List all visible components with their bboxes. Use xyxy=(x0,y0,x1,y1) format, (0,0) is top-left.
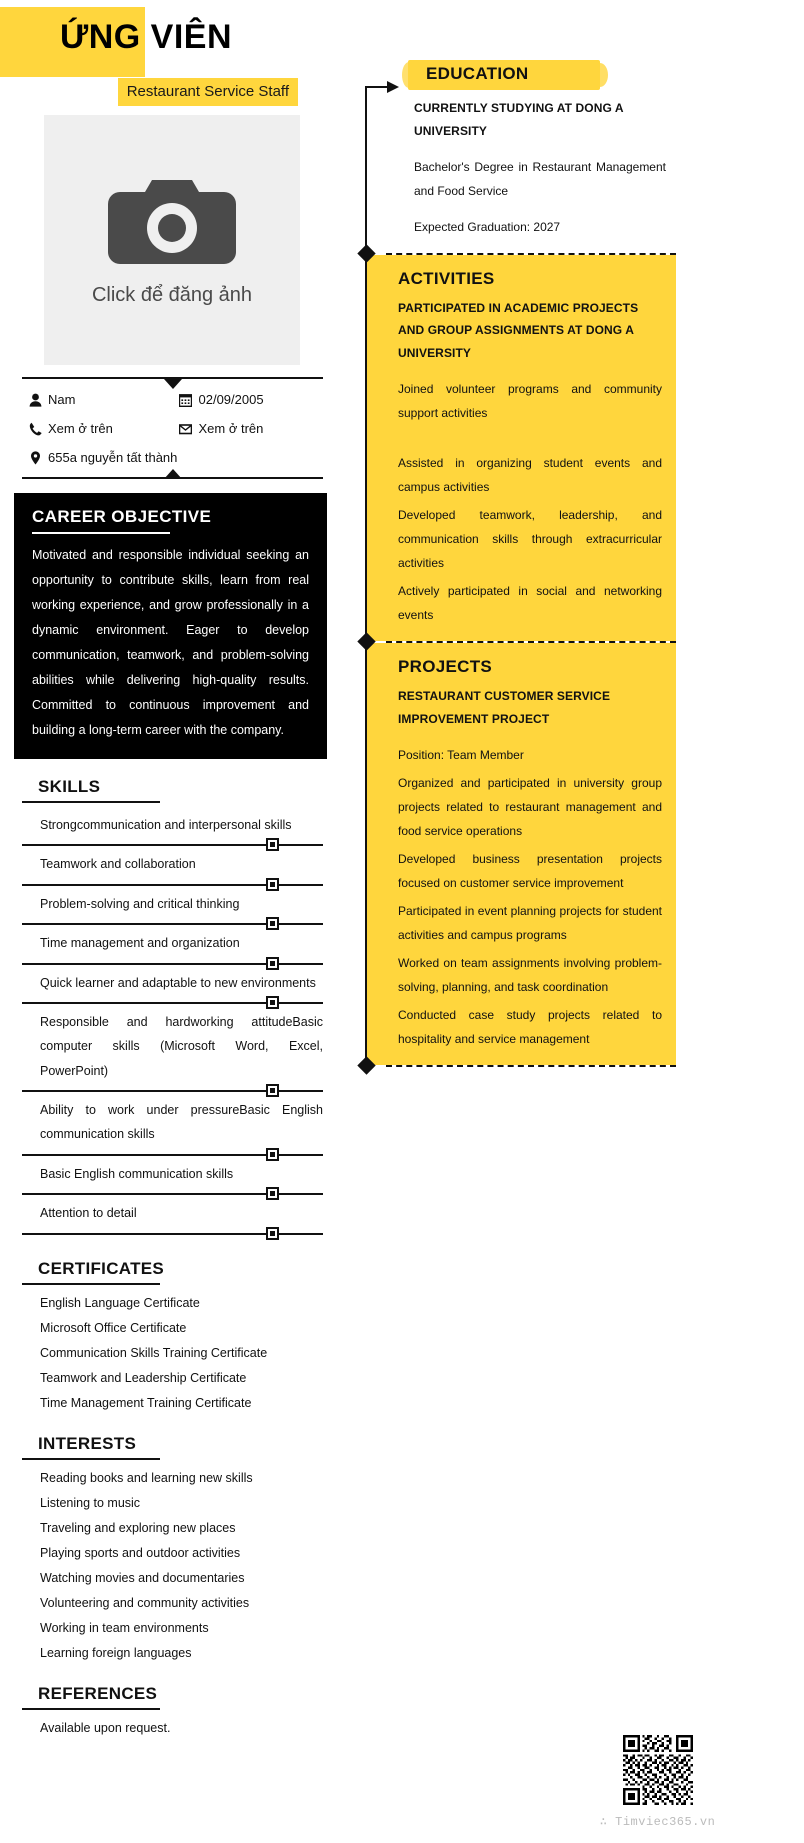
photo-upload-label: Click để đăng ảnh xyxy=(91,283,253,306)
right-column xyxy=(358,60,676,1067)
projects-section xyxy=(366,643,676,1065)
certificates-heading: CERTIFICATES xyxy=(38,1258,165,1278)
contact-email-value: Xem ở trên xyxy=(198,421,264,436)
skill-level-slider[interactable] xyxy=(22,1187,323,1201)
skill-name[interactable]: Attention to detail xyxy=(40,1206,137,1221)
skills-heading: SKILLS xyxy=(38,777,101,796)
skill-item xyxy=(22,1201,323,1240)
interests-heading: INTERESTS xyxy=(38,1433,137,1453)
interests-list xyxy=(22,1466,323,1666)
list-item[interactable]: Time Management Training Certificate xyxy=(40,1395,252,1410)
contact-info xyxy=(22,392,323,465)
contact-email[interactable] xyxy=(173,421,324,436)
brand-label: ∴ Timviec365.vn xyxy=(599,1815,716,1829)
list-item[interactable]: Learning foreign languages xyxy=(40,1645,192,1660)
page-title: ỨNG VIÊN xyxy=(60,18,233,56)
skill-item xyxy=(22,813,323,852)
qr-code-icon xyxy=(623,1735,693,1805)
slider-handle[interactable] xyxy=(266,1187,279,1200)
activities-subtitle[interactable]: PARTICIPATED IN ACADEMIC PROJECTS AND GROUP ASSIGNMENTS AT DONG A UNIVERSITY xyxy=(398,300,639,361)
contact-birthdate-value: 02/09/2005 xyxy=(198,392,264,407)
timeline-separator-1 xyxy=(358,253,676,255)
activities-heading: ACTIVITIES xyxy=(398,268,495,288)
education-heading: EDUCATION xyxy=(426,64,529,83)
education-section xyxy=(358,60,676,239)
activities-line[interactable]: Assisted in organizing student events and campus activities xyxy=(398,455,662,494)
contact-gender[interactable] xyxy=(22,392,173,407)
list-item[interactable]: English Language Certificate xyxy=(40,1295,200,1310)
skill-level-slider[interactable] xyxy=(22,957,323,971)
activities-line[interactable]: Joined volunteer programs and community support activities xyxy=(398,381,662,420)
references-heading: REFERENCES xyxy=(38,1683,158,1703)
skill-name[interactable]: Responsible and hardworking attitudeBasic computer skills (Microsoft Word, Excel, PowerPoint) xyxy=(40,1014,323,1078)
list-item[interactable]: Listening to music xyxy=(40,1495,141,1510)
slider-handle[interactable] xyxy=(266,996,279,1009)
skill-name[interactable]: Problem-solving and critical thinking xyxy=(40,896,240,911)
slider-handle[interactable] xyxy=(266,917,279,930)
projects-subtitle[interactable]: RESTAURANT CUSTOMER SERVICE IMPROVEMENT PROJECT xyxy=(398,688,611,726)
career-objective-text[interactable]: Motivated and responsible individual seeking an opportunity to contribute skills, learn from real working experience, and grow professionally in a dynamic environment. Eager to develop communication, teamwork, and problem-solving abilities while delivering high-quality results. Committed to continuous improvement and building a long-term career with the company. xyxy=(32,548,309,737)
contact-bottom-divider xyxy=(22,477,323,479)
list-item[interactable]: Microsoft Office Certificate xyxy=(40,1320,187,1335)
timeline-separator-2 xyxy=(358,641,676,643)
calendar-icon xyxy=(173,393,199,407)
list-item[interactable]: Playing sports and outdoor activities xyxy=(40,1545,241,1560)
phone-icon xyxy=(22,422,48,436)
triangle-down-icon xyxy=(164,379,182,389)
list-item[interactable]: Volunteering and community activities xyxy=(40,1595,250,1610)
activities-section xyxy=(366,255,676,641)
skill-item xyxy=(22,931,323,970)
skills-list xyxy=(22,813,323,1241)
skill-item xyxy=(22,971,323,1010)
skill-name[interactable]: Ability to work under pressureBasic English communication skills xyxy=(40,1103,323,1142)
heading-underline xyxy=(32,532,170,534)
job-title-badge[interactable]: Restaurant Service Staff xyxy=(118,78,298,106)
skill-item xyxy=(22,1098,323,1162)
skill-level-slider[interactable] xyxy=(22,1148,323,1162)
list-item[interactable]: Traveling and exploring new places xyxy=(40,1520,236,1535)
heading-underline xyxy=(22,1283,160,1285)
slider-handle[interactable] xyxy=(266,1148,279,1161)
list-item[interactable]: Available upon request. xyxy=(40,1720,171,1735)
interests-section-header xyxy=(22,1434,323,1460)
list-item[interactable]: Reading books and learning new skills xyxy=(40,1470,253,1485)
references-list xyxy=(22,1716,323,1741)
slider-handle[interactable] xyxy=(266,838,279,851)
camera-icon xyxy=(108,174,236,270)
envelope-icon xyxy=(173,422,199,436)
skill-name[interactable]: Strongcommunication and interpersonal skills xyxy=(40,818,292,832)
slider-handle[interactable] xyxy=(266,957,279,970)
activities-body xyxy=(386,297,666,627)
skill-item xyxy=(22,1010,323,1098)
skill-item xyxy=(22,1162,323,1201)
skill-name[interactable]: Teamwork and collaboration xyxy=(40,857,196,872)
skill-level-slider[interactable] xyxy=(22,996,323,1010)
skill-name[interactable]: Quick learner and adaptable to new environments xyxy=(40,975,316,990)
projects-body xyxy=(386,685,666,1051)
career-objective-heading: CAREER OBJECTIVE xyxy=(32,507,212,526)
projects-line[interactable]: Developed business presentation projects focused on customer service improvement xyxy=(398,851,662,890)
education-graduation[interactable]: Expected Graduation: 2027 xyxy=(414,219,561,234)
slider-handle[interactable] xyxy=(266,1084,279,1097)
slider-handle[interactable] xyxy=(266,1227,279,1240)
person-icon xyxy=(22,393,48,407)
contact-phone-value: Xem ở trên xyxy=(48,421,113,436)
education-subtitle[interactable]: CURRENTLY STUDYING AT DONG A UNIVERSITY xyxy=(414,101,624,138)
list-item[interactable]: Teamwork and Leadership Certificate xyxy=(40,1370,247,1385)
contact-address[interactable] xyxy=(22,450,323,465)
list-item[interactable]: Watching movies and documentaries xyxy=(40,1570,245,1585)
contact-gender-value: Nam xyxy=(48,392,76,407)
contact-address-value: 655a nguyễn tất thành xyxy=(48,450,178,465)
heading-underline xyxy=(22,1708,160,1710)
education-body xyxy=(386,97,676,239)
photo-upload-box[interactable] xyxy=(44,115,300,365)
contact-birthdate[interactable] xyxy=(173,392,324,407)
location-pin-icon xyxy=(22,451,48,465)
skill-level-slider[interactable] xyxy=(22,917,323,931)
skill-level-slider[interactable] xyxy=(22,878,323,892)
projects-line[interactable]: Participated in event planning projects for student activities and campus programs xyxy=(398,903,662,942)
skill-item xyxy=(22,852,323,891)
projects-heading: PROJECTS xyxy=(398,656,493,676)
heading-underline xyxy=(22,801,160,803)
contact-top-divider xyxy=(22,377,323,379)
list-item[interactable]: Communication Skills Training Certificate xyxy=(40,1345,268,1360)
skills-section-header xyxy=(22,777,323,803)
contact-phone[interactable] xyxy=(22,421,173,436)
list-item[interactable]: Working in team environments xyxy=(40,1620,209,1635)
projects-line[interactable]: Worked on team assignments involving problem-solving, planning, and task coordination xyxy=(398,955,662,994)
projects-line[interactable]: Conducted case study projects related to hospitality and service management xyxy=(398,1007,662,1046)
projects-line[interactable]: Organized and participated in university group projects related to restaurant management and food service operations xyxy=(398,775,662,838)
education-degree[interactable]: Bachelor's Degree in Restaurant Management and Food Service xyxy=(414,159,666,198)
education-heading-wrap xyxy=(408,60,551,89)
skill-level-slider[interactable] xyxy=(22,1227,323,1241)
skill-name[interactable]: Basic English communication skills xyxy=(40,1166,234,1181)
left-column xyxy=(0,78,345,1741)
certificates-list xyxy=(22,1291,323,1416)
footer-branding xyxy=(585,1735,730,1829)
projects-position[interactable]: Position: Team Member xyxy=(398,747,524,762)
activities-line[interactable]: Developed teamwork, leadership, and communication skills through extracurricular activities xyxy=(398,507,662,570)
activities-line[interactable]: Actively participated in social and networking events xyxy=(398,583,662,622)
career-objective-section xyxy=(14,493,327,759)
references-section-header xyxy=(22,1684,323,1710)
job-title-wrapper xyxy=(0,78,345,106)
triangle-up-icon xyxy=(164,469,182,479)
certificates-section-header xyxy=(22,1259,323,1285)
skill-level-slider[interactable] xyxy=(22,838,323,852)
skill-item xyxy=(22,892,323,931)
slider-handle[interactable] xyxy=(266,878,279,891)
timeline-separator-3 xyxy=(358,1065,676,1067)
skill-name[interactable]: Time management and organization xyxy=(40,936,240,951)
heading-underline xyxy=(22,1458,160,1460)
skill-level-slider[interactable] xyxy=(22,1084,323,1098)
